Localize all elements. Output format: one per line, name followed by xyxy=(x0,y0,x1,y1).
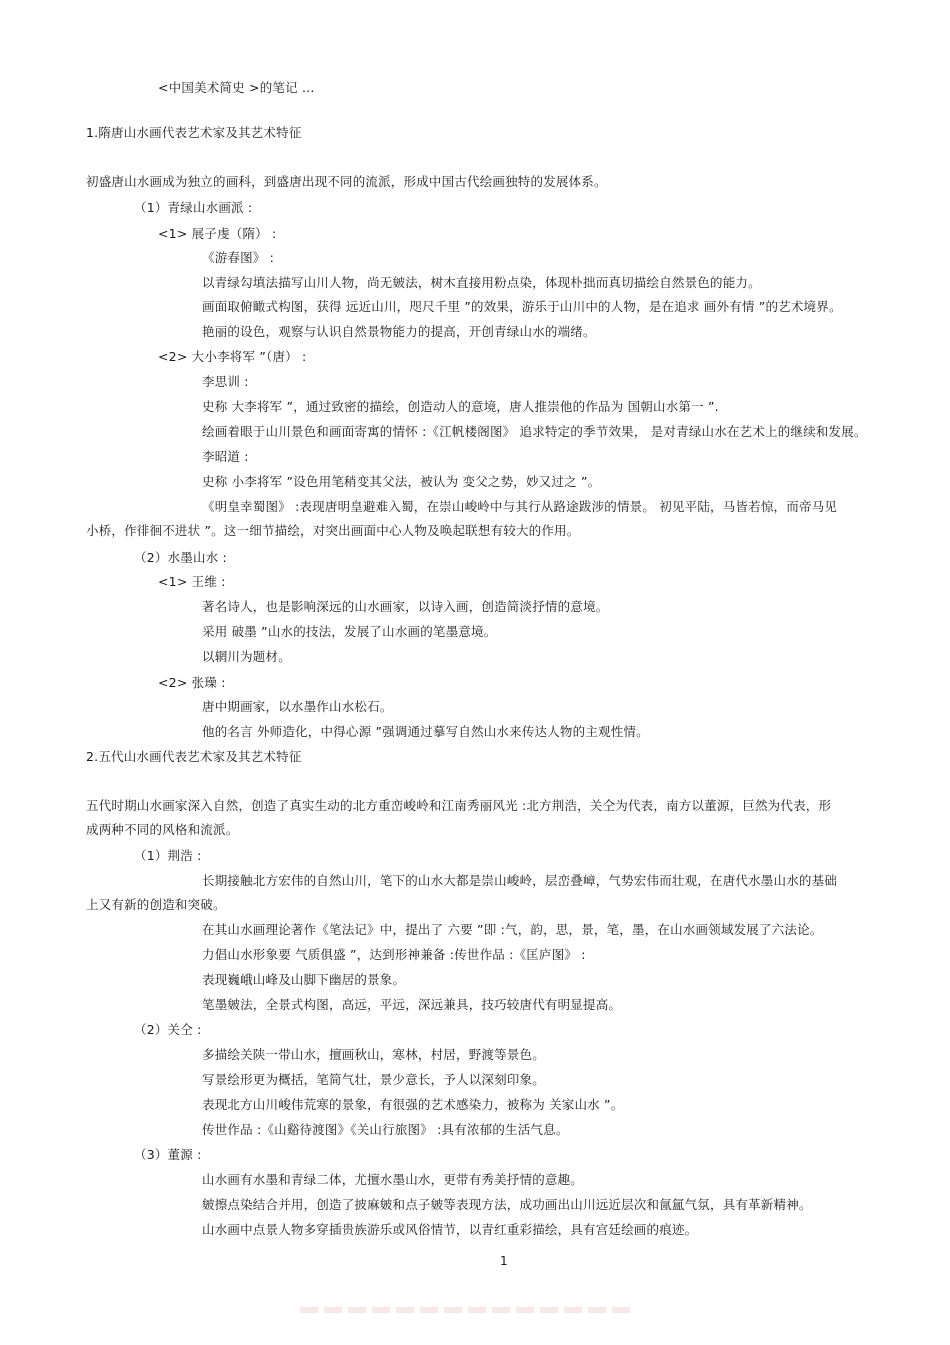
paragraph-line: 写景绘形更为概括，笔简气壮，景少意长，予人以深刻印象。 xyxy=(202,1072,545,1087)
item-heading: <1> 王维 : xyxy=(158,574,226,589)
paragraph-line: 上又有新的创造和突破。 xyxy=(86,897,226,912)
artist-name: 李思训 : xyxy=(202,374,249,389)
artwork-title: 《游春图》 : xyxy=(202,250,275,265)
paragraph-line: 小桥，作徘徊不进状 ”。这一细节描绘，对突出画面中心人物及唤起联想有较大的作用。 xyxy=(86,523,580,538)
subsection-heading: （2）关仝 : xyxy=(134,1022,202,1037)
subsection-heading: （1）荆浩 : xyxy=(134,848,202,863)
item-heading: <2> 大小李将军 ”（唐） : xyxy=(158,349,307,364)
scan-artifact xyxy=(300,1307,630,1313)
section-heading-2: 2.五代山水画代表艺术家及其艺术特征 xyxy=(86,749,302,764)
paragraph-line: 传世作品 :《山谿待渡图》《关山行旅图》 :具有浓郁的生活气息。 xyxy=(202,1122,569,1137)
subsection-heading: （1）青绿山水画派 : xyxy=(134,200,253,215)
paragraph-line: 皴擦点染结合并用，创造了披麻皴和点子皴等表现方法，成功画出山川远近层次和氤氲气氛，具有革新精神。 xyxy=(202,1197,812,1212)
paragraph-line: 五代时期山水画家深入自然，创造了真实生动的北方重峦峻岭和江南秀丽风光 :北方荆浩，关仝为代表，南方以董源，巨然为代表，形 xyxy=(86,798,832,813)
subsection-heading: （3）董源 : xyxy=(134,1147,202,1162)
paragraph-line: 表现巍峨山峰及山脚下幽居的景象。 xyxy=(202,972,406,987)
paragraph-line: 表现北方山川峻伟荒寒的景象，有很强的艺术感染力，被称为 关家山水 ”。 xyxy=(202,1097,624,1112)
paragraph-line: 著名诗人，也是影响深远的山水画家，以诗入画，创造简淡抒情的意境。 xyxy=(202,599,609,614)
paragraph-line: 长期接触北方宏伟的自然山川，笔下的山水大都是崇山峻岭，层峦叠嶂，气势宏伟而壮观，在唐代水墨山水的基础 xyxy=(202,873,838,888)
paragraph-line: 山水画有水墨和青绿二体，尤擅水墨山水，更带有秀美抒情的意趣。 xyxy=(202,1172,584,1187)
paragraph-line: 以青绿勾填法描写山川人物，尚无皴法，树木直接用粉点染，体现朴拙而真切描绘自然景色的能力。 xyxy=(202,275,761,290)
note-title: <中国美术简史 >的笔记 ... xyxy=(158,80,315,95)
paragraph-line: 成两种不同的风格和流派。 xyxy=(86,822,239,837)
paragraph-line: 在其山水画理论著作《笔法记》中，提出了 六要 ”即 :气，韵，思，景，笔，墨，在山水画领域发展了六法论。 xyxy=(202,922,823,937)
paragraph-line: 他的名言 外师造化，中得心源 ”强调通过摹写自然山水来传达人物的主观性情。 xyxy=(202,724,649,739)
paragraph-line: 以辋川为题材。 xyxy=(202,649,291,664)
paragraph-line: 笔墨皴法，全景式构图，高远，平远，深远兼具，技巧较唐代有明显提高。 xyxy=(202,997,622,1012)
paragraph-line: 史称 小李将军 ”设色用笔稍变其父法，被认为 变父之势，妙又过之 ”。 xyxy=(202,474,601,489)
paragraph-line: 力倡山水形象要 气质俱盛 ”，达到形神兼备 :传世作品 :《匡庐图》 : xyxy=(202,947,586,962)
paragraph-line: 唐中期画家，以水墨作山水松石。 xyxy=(202,699,393,714)
paragraph-line: 绘画着眼于山川景色和画面寄寓的情怀 :《江帆楼阁图》 追求特定的季节效果， 是对青绿山水在艺术上的继续和发展。 xyxy=(202,424,867,439)
section-heading-1: 1.隋唐山水画代表艺术家及其艺术特征 xyxy=(86,125,302,140)
paragraph-line: 山水画中点景人物多穿插贵族游乐或风俗情节，以青红重彩描绘，具有宫廷绘画的痕迹。 xyxy=(202,1222,698,1237)
item-heading: <2> 张璪 : xyxy=(158,675,226,690)
paragraph-line: 初盛唐山水画成为独立的画科，到盛唐出现不同的流派，形成中国古代绘画独特的发展体系。 xyxy=(86,174,607,189)
subsection-heading: （2）水墨山水 : xyxy=(134,550,227,565)
paragraph-line: 史称 大李将军 ”，通过致密的描绘，创造动人的意境，唐人推崇他的作品为 国朝山水第一 ”. xyxy=(202,399,719,414)
item-heading: <1> 展子虔（隋） : xyxy=(158,226,277,241)
paragraph-line: 艳丽的设色，观察与认识自然景物能力的提高，开创青绿山水的端绪。 xyxy=(202,324,596,339)
paragraph-line: 采用 破墨 ”山水的技法，发展了山水画的笔墨意境。 xyxy=(202,624,497,639)
paragraph-line: 画面取俯瞰式构图，获得 远近山川，咫尺千里 ”的效果，游乐于山川中的人物，是在追求 画外有情 ”的艺术境界。 xyxy=(202,299,842,314)
paragraph-line: 多描绘关陕一带山水，擅画秋山，寒林，村居，野渡等景色。 xyxy=(202,1047,545,1062)
paragraph-line: 《明皇幸蜀图》 :表现唐明皇避难入蜀，在崇山峻岭中与其行从路途跋涉的情景。 初见平陆，马皆若惊，而帝马见 xyxy=(202,499,838,514)
page-number: 1 xyxy=(500,1254,508,1268)
artist-name: 李昭道 : xyxy=(202,449,249,464)
